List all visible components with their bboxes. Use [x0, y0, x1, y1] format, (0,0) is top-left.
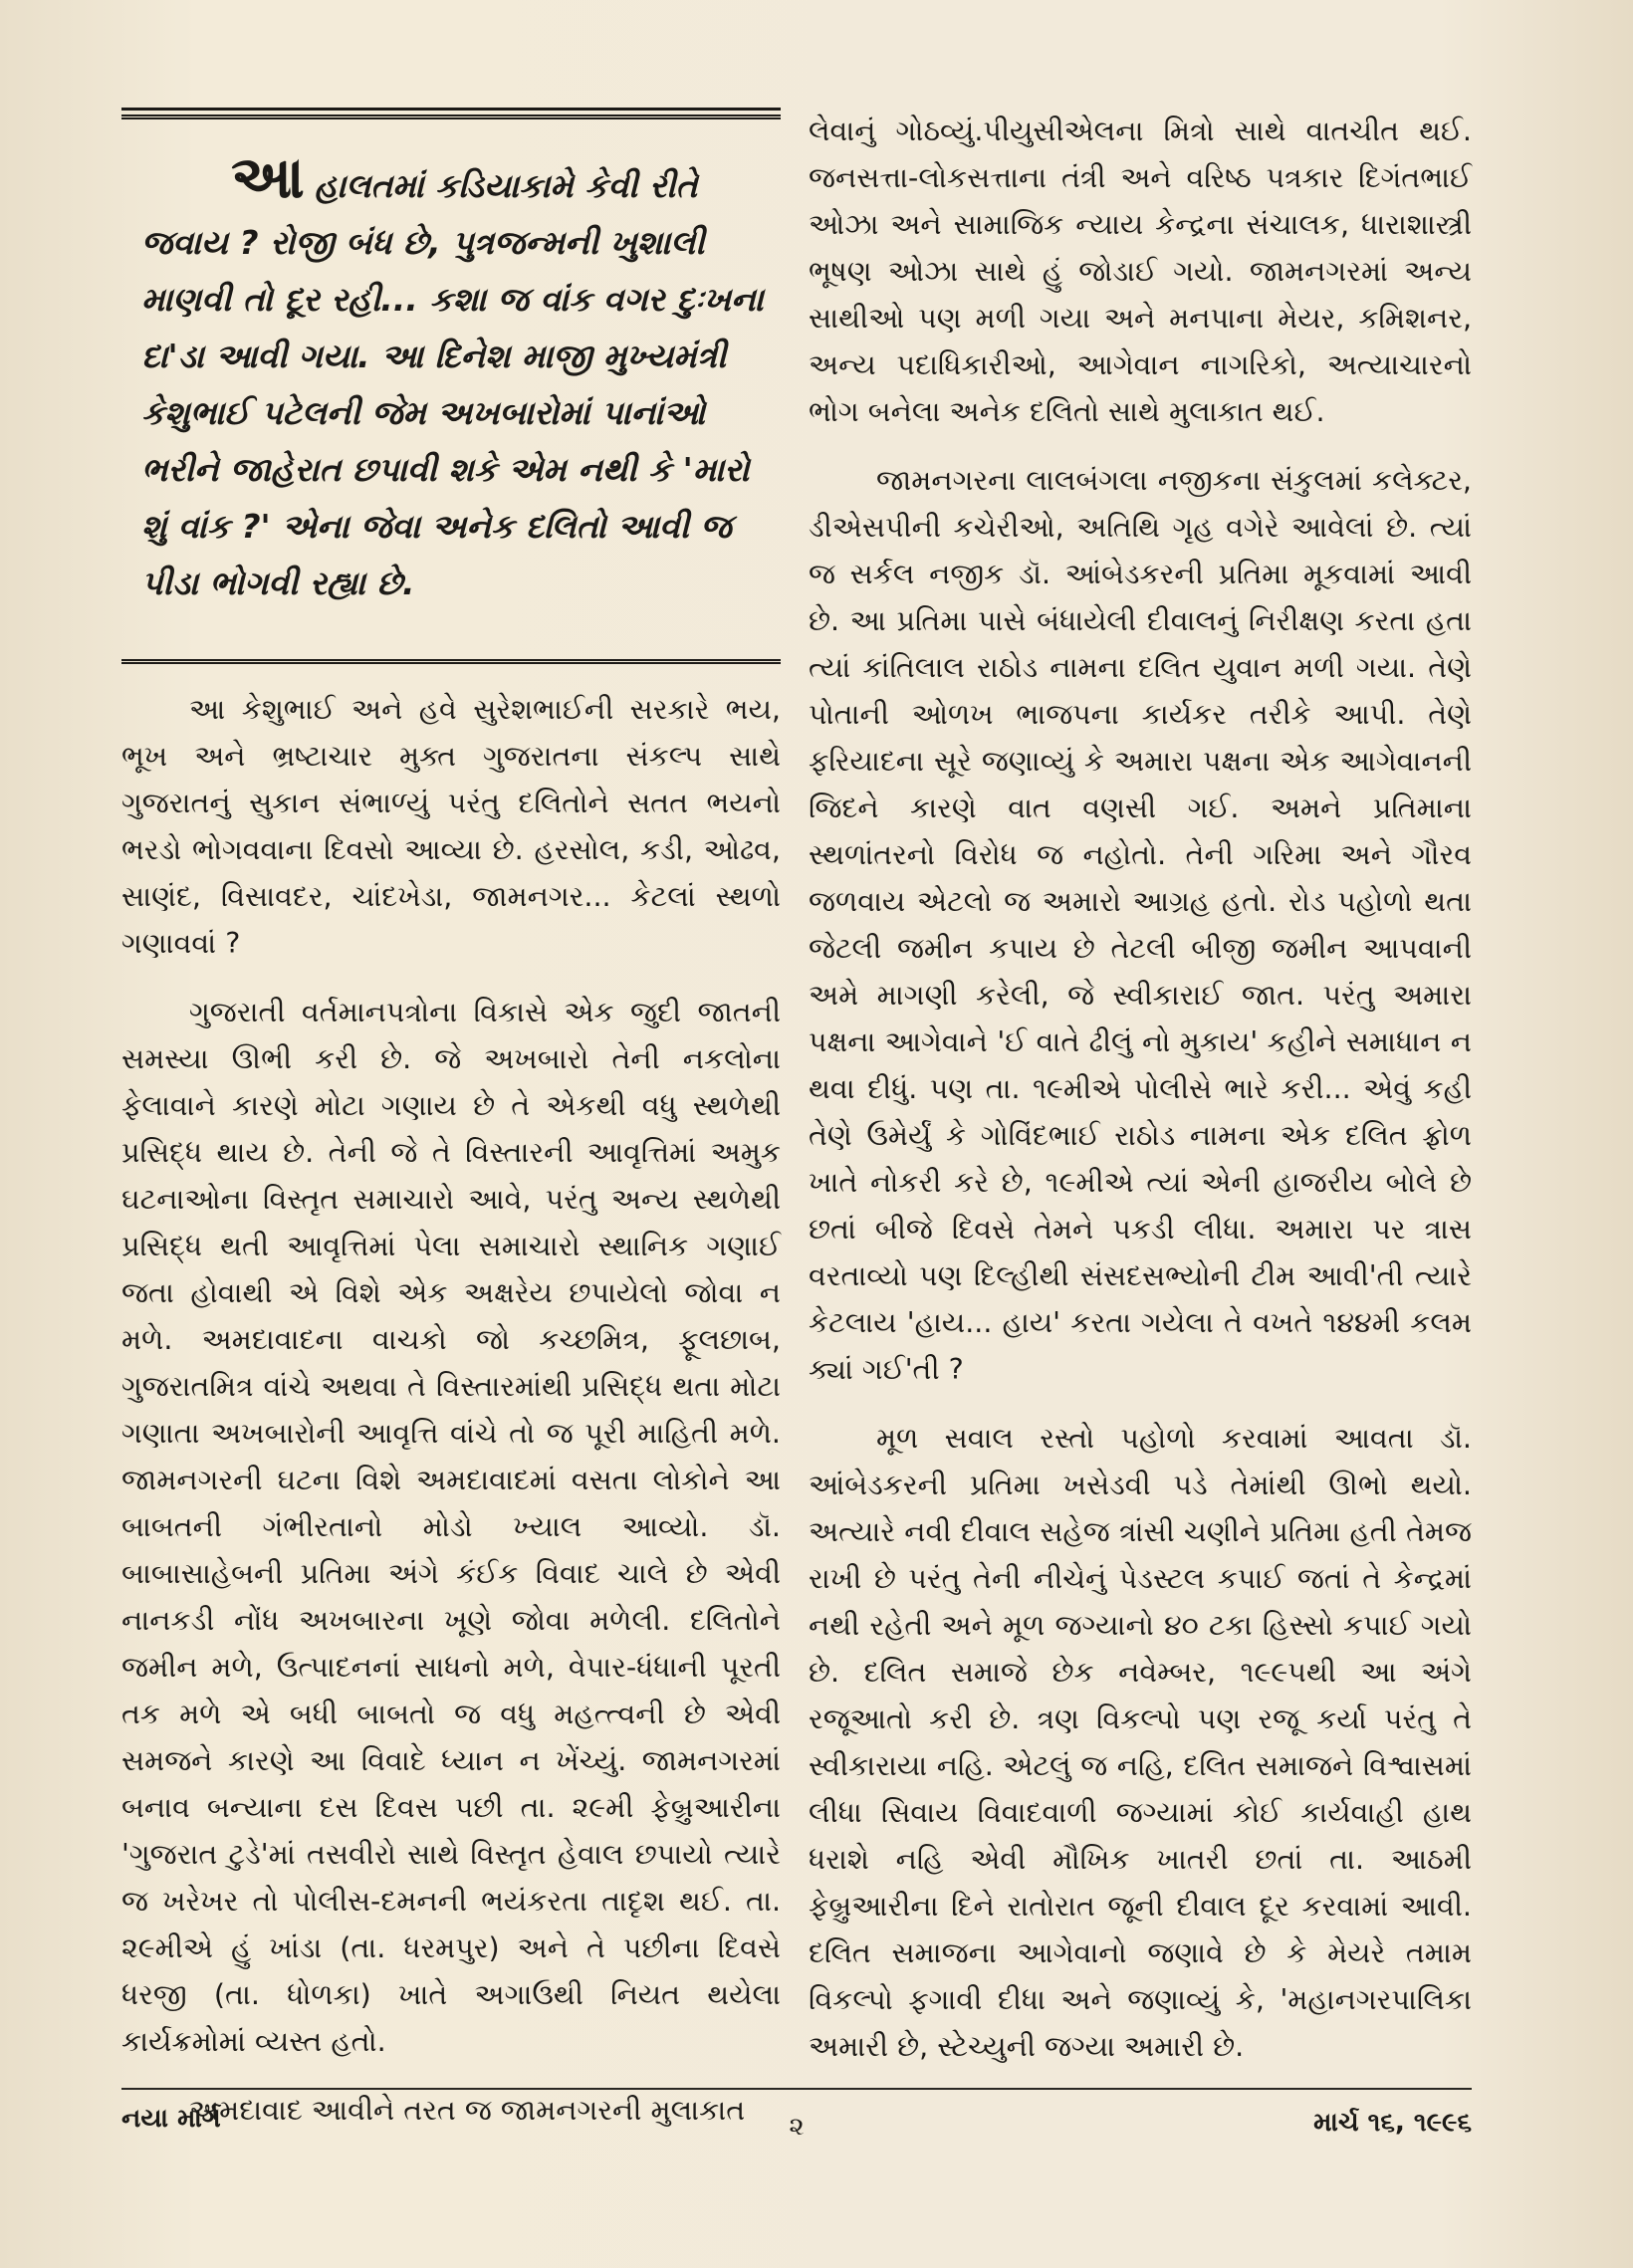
left-column [121, 108, 781, 2155]
right-paragraph-3: મૂળ સવાલ રસ્તો પહોળો કરવામાં આવતા ડૉ. આંબેડકરની પ્રતિમા ખસેડવી પડે તેમાંથી ઊભો થયો. અત્યારે નવી દીવાલ સહેજ ત્રાંસી ચણીને પ્રતિમા હતી તેમજ રાખી છે પરંતુ તેની નીચેનું પેડસ્ટલ કપાઈ જતાં તે કેન્દ્રમાં નથી રહેતી અને મૂળ જગ્યાનો ૪૦ ટકા હિસ્સો કપાઈ ગયો છે. દલિત સમાજે છેક નવેમ્બર, ૧૯૯૫થી આ અંગે રજૂઆતો કરી છે. ત્રણ વિકલ્પો પણ રજૂ કર્યા પરંતુ તે સ્વીકારાયા નહિ. એટલું જ નહિ, દલિત સમાજને વિશ્વાસમાં લીધા સિવાય વિવાદવાળી જગ્યામાં કોઈ કાર્યવાહી હાથ ધરાશે નહિ એવી મૌખિક ખાતરી છતાં તા. આઠમી ફેબ્રુઆરીના દિને રાતોરાત જૂની દીવાલ દૂર કરવામાં આવી. દલિત સમાજના આગેવાનો જણાવે છે કે મેયરે તમામ વિકલ્પો ફગાવી દીધા અને જણાવ્યું કે, 'મહાનગરપાલિકા અમારી છે, સ્ટેચ્યુની જગ્યા અમારી છે. [809, 1422, 1472, 2063]
page-number: ૨ [789, 2112, 805, 2142]
right-paragraph-1: લેવાનું ગોઠવ્યું.પીયુસીએલના મિત્રો સાથે વાતચીત થઈ. જનસત્તા-લોકસત્તાના તંત્રી અને વરિષ્ઠ પત્રકાર દિગંતભાઈ ઓઝા અને સામાજિક ન્યાય કેન્દ્રના સંચાલક, ધારાશાસ્ત્રી ભૂષણ ઓઝા સાથે હું જોડાઈ ગયો. જામનગરમાં અન્ય સાથીઓ પણ મળી ગયા અને મનપાના મેયર, કમિશનર, અન્ય પદાધિકારીઓ, આગેવાન નાગરિકો, અત્યાચારનો ભોગ બનેલા અનેક દલિતો સાથે મુલાકાત થઈ. [809, 114, 1472, 428]
left-paragraph-3: અમદાવાદ આવીને તરત જ જામનગરની મુલાકાત [189, 2094, 746, 2127]
pull-quote-box [121, 114, 781, 664]
pull-quote-text: હાલતમાં કડિયાકામે કેવી રીતે જવાય ? રોજી બંધ છે, પુત્રજન્મની ખુશાલી માણવી તો દૂર રહી... કશા જ વાંક વગર દુઃખના દા'ડા આવી ગયા. આ દિનેશ માજી મુખ્યમંત્રી કેશુભાઈ પટેલની જેમ અખબારોમાં પાનાંઓ ભરીને જાહેરાત છપાવી શકે એમ નથી કે 'મારો શું વાંક ?' એના જેવા અનેક દલિતો આવી જ પીડા ભોગવી રહ્યા છે. [141, 166, 764, 602]
top-rule [121, 108, 781, 111]
right-column [809, 108, 1472, 2092]
pull-quote [141, 143, 781, 611]
pull-quote-lead: આ [231, 143, 305, 211]
publication-name: નયા માર્ગ [121, 2104, 221, 2134]
left-paragraph-1: આ કેશુભાઈ અને હવે સુરેશભાઈની સરકારે ભય, ભૂખ અને ભ્રષ્ટાચાર મુક્ત ગુજરાતના સંકલ્પ સાથે ગુજરાતનું સુકાન સંભાળ્યું પરંતુ દલિતોને સતત ભયનો ભરડો ભોગવવાના દિવસો આવ્યા છે. હરસોલ, કડી, ઓઢવ, સાણંદ, વિસાવદર, ચાંદખેડા, જામનગર... કેટલાં સ્થળો ગણાવવાં ? [121, 693, 781, 960]
right-paragraph-2: જામનગરના લાલબંગલા નજીકના સંકુલમાં કલેક્ટર, ડીએસપીની કચેરીઓ, અતિથિ ગૃહ વગેરે આવેલાં છે. ત્યાં જ સર્કલ નજીક ડૉ. આંબેડકરની પ્રતિમા મૂકવામાં આવી છે. આ પ્રતિમા પાસે બંધાયેલી દીવાલનું નિરીક્ષણ કરતા હતા ત્યાં કાંતિલાલ રાઠોડ નામના દલિત યુવાન મળી ગયા. તેણે પોતાની ઓળખ ભાજપના કાર્યકર તરીકે આપી. તેણે ફરિયાદના સૂરે જણાવ્યું કે અમારા પક્ષના એક આગેવાનની જિદને કારણે વાત વણસી ગઈ. અમને પ્રતિમાના સ્થળાંતરનો વિરોધ જ નહોતો. તેની ગરિમા અને ગૌરવ જળવાય એટલો જ અમારો આગ્રહ હતો. રોડ પહોળો થતા જેટલી જમીન કપાય છે તેટલી બીજી જમીન આપવાની અમે માગણી કરેલી, જે સ્વીકારાઈ જાત. પરંતુ અમારા પક્ષના આગેવાને 'ઈ વાતે ઢીલું નો મુકાય' કહીને સમાધાન ન થવા દીધું. પણ તા. ૧૯મીએ પોલીસે ભારે કરી... એવું કહી તેણે ઉમેર્યું કે ગોવિંદભાઈ રાઠોડ નામના એક દલિત ફ્રોળ ખાતે નોકરી કરે છે, ૧૯મીએ ત્યાં એની હાજરીય બોલે છે છતાં બીજે દિવસે તેમને પકડી લીધા. અમારા પર ત્રાસ વરતાવ્યો પણ દિલ્હીથી સંસદસભ્યોની ટીમ આવી'તી ત્યારે કેટલાય 'હાય... હાય' કરતા ગયેલા તે વખતે ૧૪૪મી કલમ ક્યાં ગઈ'તી ? [809, 464, 1472, 1386]
issue-date: માર્ચ ૧૬, ૧૯૯૬ [1313, 2108, 1472, 2138]
left-paragraph-2: ગુજરાતી વર્તમાનપત્રોના વિકાસે એક જુદી જાતની સમસ્યા ઊભી કરી છે. જે અખબારો તેની નકલોના ફેલાવાને કારણે મોટા ગણાય છે તે એકથી વધુ સ્થળેથી પ્રસિદ્ધ થાય છે. તેની જે તે વિસ્તારની આવૃત્તિમાં અમુક ઘટનાઓના વિસ્તૃત સમાચારો આવે, પરંતુ અન્ય સ્થળેથી પ્રસિદ્ધ થતી આવૃત્તિમાં પેલા સમાચારો સ્થાનિક ગણાઈ જતા હોવાથી એ વિશે એક અક્ષરેય છપાયેલો જોવા ન મળે. અમદાવાદના વાચકો જો કચ્છમિત્ર, ફૂલછાબ, ગુજરાતમિત્ર વાંચે અથવા તે વિસ્તારમાંથી પ્રસિદ્ધ થતા મોટા ગણાતા અખબારોની આવૃત્તિ વાંચે તો જ પૂરી માહિતી મળે. જામનગરની ઘટના વિશે અમદાવાદમાં વસતા લોકોને આ બાબતની ગંભીરતાનો મોડો ખ્યાલ આવ્યો. ડૉ. બાબાસાહેબની પ્રતિમા અંગે કંઈક વિવાદ ચાલે છે એવી નાનકડી નોંધ અખબારના ખૂણે જોવા મળેલી. દલિતોને જમીન મળે, ઉત્પાદનનાં સાધનો મળે, વેપાર-ધંધાની પૂરતી તક મળે એ બધી બાબતો જ વધુ મહત્ત્વની છે એવી સમજને કારણે આ વિવાદે ધ્યાન ન ખેંચ્યું. જામનગરમાં બનાવ બન્યાના દસ દિવસ પછી તા. ૨૯મી ફેબ્રુઆરીના 'ગુજરાત ટુડે'માં તસવીરો સાથે વિસ્તૃત હેવાલ છપાયો ત્યારે જ ખરેખર તો પોલીસ-દમનની ભયંકરતા તાદૃશ થઈ. તા. ૨૯મીએ હું ખાંડા (તા. ધરમપુર) અને તે પછીના દિવસે ધરજી (તા. ધોળકા) ખાતે અગાઉથી નિયત થયેલા કાર્યક્રમોમાં વ્યસ્ત હતો. [121, 996, 781, 2058]
